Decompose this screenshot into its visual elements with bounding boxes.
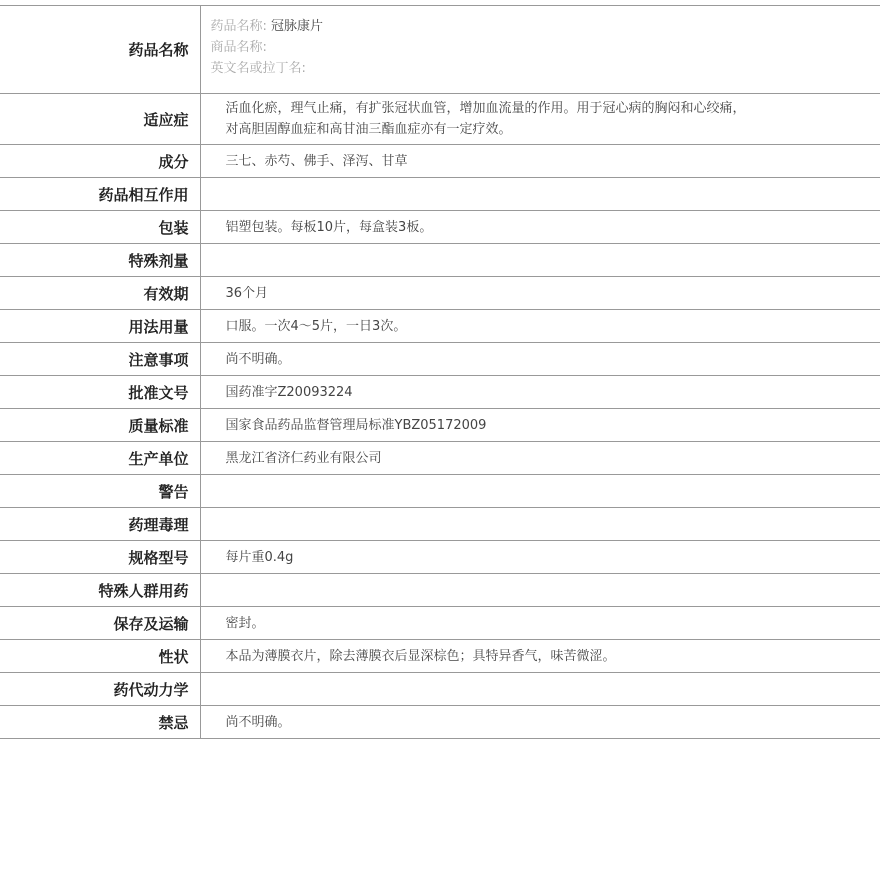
drug-name-values — [200, 6, 880, 94]
spec-row-value — [200, 541, 880, 574]
spec-row-value — [200, 673, 880, 706]
spec-row-label: 药理毒理 — [0, 508, 200, 541]
spec-row-value — [200, 508, 880, 541]
spec-row — [0, 475, 880, 508]
spec-row-label: 质量标准 — [0, 409, 200, 442]
spec-row-label: 批准文号 — [0, 376, 200, 409]
generic-name-label: 药品名称: — [210, 19, 267, 34]
spec-row — [0, 508, 880, 541]
row-label-drug-name: 药品名称 — [0, 6, 200, 94]
spec-row-label: 保存及运输 — [0, 607, 200, 640]
spec-row-value — [200, 94, 880, 145]
trade-name-label: 商品名称: — [210, 40, 267, 55]
spec-row-value-line: 尚不明确。 — [225, 351, 291, 367]
spec-row-value-line: 尚不明确。 — [225, 714, 291, 730]
spec-row — [0, 211, 880, 244]
spec-row — [0, 640, 880, 673]
spec-row-value-line: 对高胆固醇血症和高甘油三酯血症亦有一定疗效。 — [225, 122, 512, 137]
spec-row-value — [200, 178, 880, 211]
spec-row-value-line: 口服。一次4～5片，一日3次。 — [225, 318, 407, 334]
spec-row-value-line: 国药准字Z20093224 — [225, 384, 353, 400]
spec-row-label: 警告 — [0, 475, 200, 508]
generic-name-value: 冠脉康片 — [271, 19, 324, 34]
spec-row-value — [200, 706, 880, 739]
spec-row — [0, 409, 880, 442]
spec-row — [0, 706, 880, 739]
spec-row-value — [200, 244, 880, 277]
spec-row-label: 生产单位 — [0, 442, 200, 475]
spec-row — [0, 310, 880, 343]
spec-row-value — [200, 376, 880, 409]
spec-row-label: 药品相互作用 — [0, 178, 200, 211]
spec-row-value — [200, 475, 880, 508]
spec-row-value-line: 本品为薄膜衣片，除去薄膜衣后显深棕色；具特异香气，味苦微涩。 — [225, 648, 616, 664]
spec-row — [0, 145, 880, 178]
english-name-label: 英文名或拉丁名: — [210, 61, 306, 76]
spec-row-value — [200, 211, 880, 244]
spec-row — [0, 442, 880, 475]
spec-row — [0, 607, 880, 640]
spec-row-value — [200, 145, 880, 178]
spec-row-value — [200, 310, 880, 343]
spec-row-label: 性状 — [0, 640, 200, 673]
spec-row-label: 包装 — [0, 211, 200, 244]
spec-row-value — [200, 607, 880, 640]
drug-spec-table — [0, 5, 880, 739]
spec-row-label: 有效期 — [0, 277, 200, 310]
spec-row — [0, 376, 880, 409]
spec-row-label: 用法用量 — [0, 310, 200, 343]
spec-row — [0, 541, 880, 574]
row-drug-name — [0, 6, 880, 94]
spec-row-value — [200, 277, 880, 310]
spec-row-value-line: 密封。 — [225, 615, 265, 631]
spec-row-value-line: 黑龙江省济仁药业有限公司 — [225, 450, 382, 466]
english-name-line — [211, 58, 880, 79]
spec-row — [0, 94, 880, 145]
spec-row — [0, 343, 880, 376]
spec-row-value — [200, 574, 880, 607]
spec-row-value-line: 铝塑包装。每板10片，每盒装3板。 — [225, 219, 433, 235]
spec-row-value-line: 每片重0.4g — [225, 549, 294, 565]
drug-spec-table-body — [0, 6, 880, 739]
spec-row-label: 注意事项 — [0, 343, 200, 376]
spec-row-label: 药代动力学 — [0, 673, 200, 706]
spec-row — [0, 574, 880, 607]
spec-row — [0, 178, 880, 211]
spec-row-value — [200, 640, 880, 673]
spec-row-value-line: 活血化瘀，理气止痛，有扩张冠状血管，增加血流量的作用。用于冠心病的胸闷和心绞痛， — [225, 101, 746, 116]
spec-row-value — [200, 409, 880, 442]
spec-row-value-line: 三七、赤芍、佛手、泽泻、甘草 — [225, 153, 408, 169]
spec-row-label: 禁忌 — [0, 706, 200, 739]
spec-row-label: 特殊剂量 — [0, 244, 200, 277]
spec-row-value-line: 国家食品药品监督管理局标准YBZ05172009 — [225, 417, 487, 433]
trade-name-line — [211, 37, 880, 58]
spec-row-label: 规格型号 — [0, 541, 200, 574]
spec-row-label: 适应症 — [0, 94, 200, 145]
spec-row — [0, 673, 880, 706]
spec-row-label: 特殊人群用药 — [0, 574, 200, 607]
spec-row-value-line: 36个月 — [225, 285, 269, 301]
generic-name-line — [211, 16, 880, 37]
spec-row-value — [200, 343, 880, 376]
spec-row — [0, 277, 880, 310]
spec-row-value — [200, 442, 880, 475]
spec-row-label: 成分 — [0, 145, 200, 178]
spec-row — [0, 244, 880, 277]
